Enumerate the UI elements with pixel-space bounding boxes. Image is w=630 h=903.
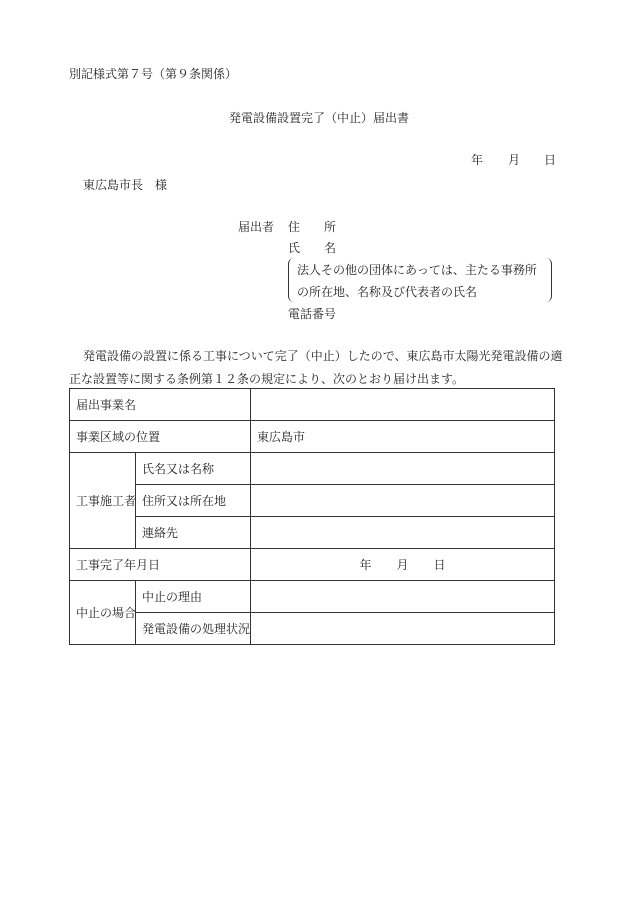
suspension-label: 中止の場合 [70,581,136,645]
suspension-reason-field[interactable] [251,581,555,613]
equipment-handling-label: 発電設備の処理状況 [136,613,251,645]
table-row [70,517,555,549]
document-title: 発電設備設置完了（中止）届出書 [229,111,410,125]
notification-table [69,388,555,645]
table-row [70,453,555,485]
business-name-field[interactable] [251,389,555,421]
form-label: 別記様式第７号（第９条関係） [69,67,238,81]
table-row [70,581,555,613]
suspension-reason-label: 中止の理由 [136,581,251,613]
completion-month: 月 [396,558,409,572]
contractor-label: 工事施工者 [70,453,136,549]
body-text-line1: 発電設備の設置に係る工事について完了（中止）したので、東広島市太陽光発電設備の適 [83,349,563,363]
date-year: 年 [471,153,484,167]
table-row [70,389,555,421]
completion-day: 日 [433,558,446,572]
completion-date-field[interactable] [251,549,555,581]
contractor-name-label: 氏名又は名称 [136,453,251,485]
applicant-label: 届出者 [238,220,275,234]
date-month: 月 [508,153,521,167]
business-name-label: 届出事業名 [70,389,251,421]
corp-note-line1: 法人その他の団体にあっては、主たる事務所 [297,263,537,277]
area-location-label: 事業区域の位置 [70,421,251,453]
completion-year: 年 [359,558,372,572]
table-row [70,485,555,517]
table-row [70,613,555,645]
completion-date-label: 工事完了年月日 [70,549,251,581]
corp-note-line2: の所在地、名称及び代表者の氏名 [297,285,478,299]
table-row [70,421,555,453]
contractor-contact-field[interactable] [251,517,555,549]
contractor-address-field[interactable] [251,485,555,517]
body-text-line2: 正な設置等に関する条例第１２条の規定により、次のとおり届け出ます。 [69,372,465,386]
phone-label: 電話番号 [288,307,337,321]
addressee: 東広島市長 様 [83,178,168,192]
table-row [70,549,555,581]
address-label: 住 所 [288,220,337,234]
contractor-name-field[interactable] [251,453,555,485]
contractor-address-label: 住所又は所在地 [136,485,251,517]
contractor-contact-label: 連絡先 [136,517,251,549]
area-location-field[interactable]: 東広島市 [251,421,555,453]
equipment-handling-field[interactable] [251,613,555,645]
name-label: 氏 名 [288,241,337,255]
date-day: 日 [544,153,557,167]
